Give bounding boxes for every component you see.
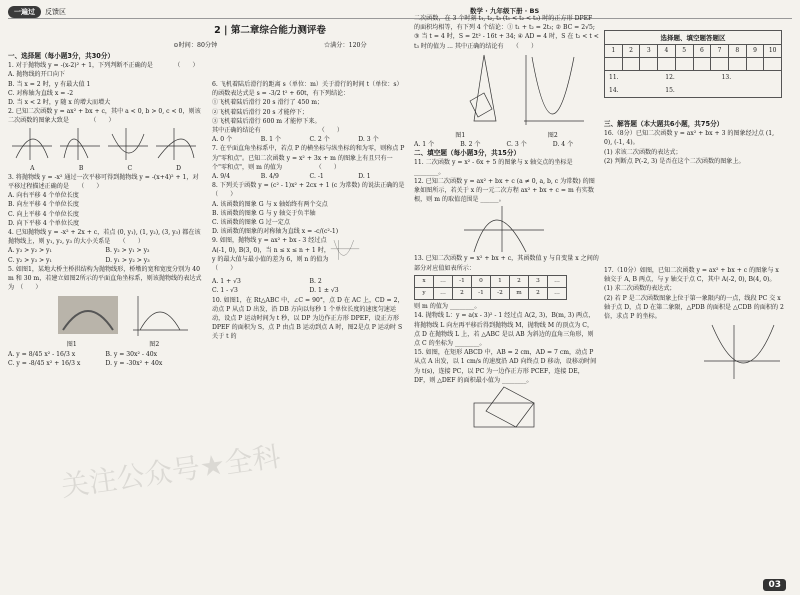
q5-figures	[8, 292, 203, 340]
q4-options	[8, 246, 203, 264]
option: B. 当 x = 2 时，y 有最大值 1	[8, 80, 91, 88]
option: A. 9/4	[212, 173, 231, 181]
graph-label: B	[78, 164, 84, 172]
answer-cell: 6	[694, 45, 712, 57]
option: B. y = 30x² - 40x	[105, 350, 158, 358]
option: B. 1 个	[260, 136, 282, 144]
option: B. 4/9	[260, 173, 279, 181]
answer-cell: 4	[658, 45, 676, 57]
q15-figure	[414, 385, 599, 435]
q6-options	[212, 135, 407, 144]
question-14: 14. 抛物线 L：y = a(x - 3)² - 1 经过点 A(2, 3)，B(m, 3) 两点，将抛物线 L 向左再平移后得到抛物线 M，抛物线 M 的顶点为 C，点 D 在抛物线 L 上，若 △ABC 是以 AB 为斜边的直角三角形，则点 C 的坐标为 ________。	[414, 312, 595, 348]
option: D. y = -30x² + 40x	[105, 359, 163, 367]
q16-item: (1) 求该二次函数的表达式；	[604, 148, 682, 156]
section-heading: 一、选择题（每小题3分，共30分）	[8, 52, 115, 60]
answer-blank[interactable]	[658, 58, 676, 70]
answer-blank[interactable]	[729, 58, 747, 70]
option: C. y₂ > y₃ > y₁	[8, 256, 52, 264]
question-9: 9. 如图，抛物线 y = ax² + bx - 3 经过点 A(-1, 0), B(3, 0)，当 n ≤ x ≤ n + 1 时，y 的最大值与最小值的差为 6，则 n 的值为 （ ）	[212, 237, 353, 273]
q2-graphs	[8, 126, 203, 164]
answer-area-title: 选择题、填空题答题区	[605, 31, 781, 45]
course-label: 数学 · 九年级下册 · BS	[470, 7, 540, 15]
page-title: 2 | 第二章综合能力测评卷	[214, 25, 326, 36]
option: A. 抛物线的开口向下	[8, 71, 66, 79]
answer-cell: 8	[729, 45, 747, 57]
option: D. 该函数的图象的对称轴为直线 x = -c/(c²-1)	[212, 228, 339, 236]
q13-tail: 则 m 的值为 ________。	[414, 303, 481, 311]
section-label: 反馈区	[45, 8, 66, 16]
graph-label: D	[176, 164, 182, 172]
answer-blank[interactable]	[747, 58, 765, 70]
answer-blank[interactable]	[764, 58, 781, 70]
q17-item: (2) 若 P 是二次函数图象上位于第一象限内的一点，线段 PC 交 x 轴于点 D，点 D 在第二象限，△PDB 的面积是 △CDB 的面积的 2 倍，求点 P 的坐标。	[604, 294, 784, 321]
q10-continued: 二次函数，在 3 个时刻 t₁, t₂, t₃ (t₁ < t₂ < t₃) 时的正方形 DPEF 的面积均相等，有下列 4 个结论：① t₁ + t₂ = 2t₃; ② BC = 2√5; ③ 当 t = 4 时，S = 2t² - 16t + 34; ④ AD = 4 时，S 在 t₂ < t < t₃ 时的值为 ... 其中正确的结论有 （ ）	[414, 15, 599, 50]
graph-label: A	[30, 164, 35, 172]
question-10: 10. 如图1，在 Rt△ABC 中，∠C = 90°，点 D 在 AC 上，CD = 2，动点 P 从点 D 出发，沿 DB 方向以每秒 1 个单位长度的速度匀速运动，设点 P 运动时间为 t 秒，以 DP 为边作正方形 DPEF，设正方形 DPEF 的面积为 S，点 P 由点 B 运动到点 A 时，图2是点 P 运动时 S 关于 t 的	[212, 296, 404, 341]
section-heading: 二、填空题（每小题3分，共15分）	[414, 149, 521, 158]
answer-number-row	[605, 45, 781, 58]
option: A. 该函数的图象 G 与 x 轴始终有两个交点	[212, 200, 328, 208]
option: B. y₂ > y₁ > y₃	[105, 247, 150, 255]
answer-blank[interactable]	[694, 58, 712, 70]
question-1: 1. 对于抛物线 y = -(x-2)² + 1，下列判断不正确的是 （ ）	[8, 62, 199, 70]
question-17: 17.（10分）如图，已知二次函数 y = ax² + bx + c 的图象与 x 轴交于 A, B 两点，与 y 轴交于点 C，其中 A(-2, 0), B(4, 0)。	[604, 267, 779, 284]
q3-options	[8, 191, 203, 228]
option: C. 3 个	[506, 141, 527, 149]
q12-graph	[414, 204, 599, 254]
option: B. 该函数的图象 G 与 y 轴交于负半轴	[212, 209, 316, 217]
fill-row	[605, 84, 781, 97]
q6-item: ②飞机着陆后滑行 20 s 才能停下；	[212, 108, 308, 116]
q5-options	[8, 350, 203, 368]
option: C. 该函数的图象 G 过一定点	[212, 219, 290, 227]
q10-figures	[414, 51, 599, 131]
answer-area	[604, 30, 782, 98]
answer-blank[interactable]	[623, 58, 641, 70]
figure-caption: 图2	[547, 131, 558, 139]
question-5: 5. 如图1，某地大桥主桥拱结构为抛物线形，桥墩的宽和宽度分别为 40 m 和 30 m，若建立如图2所示的平面直角坐标系，则该抛物线的表达式为 （ ）	[8, 265, 202, 292]
answer-blank-row	[605, 58, 781, 71]
option: D. 当 x < 2 时，y 随 x 的增大而增大	[8, 99, 111, 107]
answer-cell: 10	[768, 47, 777, 54]
q6-item: ③飞机着陆后滑行 600 m 才能停下来。	[212, 117, 321, 125]
option: A. y₃ > y₂ > y₁	[8, 247, 52, 255]
q17-graph	[604, 321, 784, 381]
answer-blank[interactable]	[676, 58, 694, 70]
answer-cell: 3	[640, 45, 658, 57]
q7-options	[212, 172, 407, 181]
fill-label: 12.	[665, 74, 675, 81]
option: A. 1 + √3	[212, 278, 241, 286]
fill-row	[605, 71, 781, 84]
brand-tag: 一遍过	[8, 6, 41, 18]
q5-fig-labels	[8, 340, 203, 349]
q17-item: (1) 求二次函数的表达式；	[604, 285, 676, 293]
option: D. 4 个	[552, 141, 574, 149]
fill-label: 14.	[609, 87, 619, 94]
option: C. 向上平移 4 个单位长度	[8, 210, 79, 218]
q16-item: (2) 判断点 P(-2, 3) 是否在这个二次函数的图象上。	[604, 157, 745, 165]
exam-meta	[120, 40, 420, 49]
option: D. y₁ > y₂ > y₃	[105, 256, 150, 264]
question-12: 12. 已知二次函数 y = ax² + bx + c (a ≠ 0, a, b, c 为常数) 的图象如图所示，若关于 x 的一元二次方程 ax² + bx + c = m 有实数根，则 m 的取值范围是 ______。	[414, 177, 595, 204]
full-score: ☆满分：120分	[323, 42, 367, 49]
option: A. y = 8/45 x² - 16/3 x	[8, 350, 76, 358]
q6-tail: 其中正确的结论有 （ ）	[212, 127, 344, 135]
q6-item: ①飞机着陆后滑行 20 s 滑行了 450 m；	[212, 99, 324, 107]
section-heading: 三、解答题（本大题共6小题，共75分）	[604, 120, 724, 128]
option: D. 向下平移 4 个单位长度	[8, 219, 80, 227]
time-limit: ⊙时间：80分钟	[173, 42, 218, 49]
page-number: 03	[763, 579, 786, 591]
fill-label: 13.	[721, 74, 732, 81]
option: B. 向左平移 4 个单位长度	[8, 201, 79, 209]
question-15: 15. 如图，在矩形 ABCD 中，AB = 2 cm，AD = 7 cm，动点 P 从点 A 出发，以 1 cm/s 的速度沿 AD 向终点 D 移动，设移动时间为 t(s)，连接 PC，以 PC 为一边作正方形 PCEF，连接 DE，DF，则 △DEF 的面积最小值为 ________。	[414, 349, 597, 384]
option: A. 向右平移 4 个单位长度	[8, 192, 79, 200]
option: D. 1 ± √3	[309, 287, 339, 295]
answer-cell: 7	[711, 45, 729, 57]
answer-cell: 1	[605, 45, 623, 57]
option: A. 1 个	[414, 141, 435, 149]
q1-options	[8, 70, 203, 107]
question-2: 2. 已知二次函数 y = ax² + bx + c，其中 a < 0, b > 0, c < 0，则该二次函数的图象大致是 （ ）	[8, 108, 201, 125]
option: D. 3 个	[358, 136, 379, 144]
option: A. 0 个	[212, 136, 233, 144]
option: C. y = -8/45 x² + 16/3 x	[8, 359, 81, 367]
question-4: 4. 已知抛物线 y = -x² + 2x + c，若点 (0, y₁), (1, y₂), (3, y₃) 都在该抛物线上，则 y₁, y₂, y₃ 的大小关系是 （ ）	[8, 229, 201, 246]
header-left	[8, 6, 66, 18]
question-8: 8. 下列关于函数 y = (c² - 1)x² + 2cx + 1 (c 为常数) 的说法正确的是 （ ）	[212, 182, 429, 199]
option: C. 对称轴为直线 x = -2	[8, 89, 74, 97]
q2-labels	[8, 164, 203, 173]
option: D. 1	[358, 173, 371, 181]
graph-label: C	[127, 164, 133, 172]
q10-options	[414, 140, 599, 149]
option: C. -1	[309, 173, 324, 181]
column-4	[604, 120, 784, 381]
figure-caption: 图1	[66, 341, 77, 349]
column-1	[8, 52, 203, 368]
watermark: 关注公众号★全科	[58, 439, 283, 504]
answer-cell: 9	[747, 45, 765, 57]
figure-caption: 图1	[455, 131, 466, 139]
figure-caption: 图2	[149, 341, 160, 349]
column-3	[414, 14, 599, 435]
question-6: 6. 飞机着陆后滑行的距离 s（单位：m）关于滑行的时间 t（单位：s）的函数表达式是 s = -3/2 t² + 60t，有下列结论：	[212, 81, 403, 98]
q9-options	[212, 277, 407, 295]
q10-fig-labels	[414, 131, 599, 140]
question-3: 3. 将抛物线 y = -x² 通过一次平移可得到抛物线 y = -(x+4)² + 1，对平移过程描述正确的是 （ ）	[8, 173, 199, 191]
question-11: 11. 二次函数 y = x² - 6x + 5 的图象与 x 轴交点的坐标是 ________。	[414, 159, 573, 176]
fill-label: 11.	[609, 74, 619, 81]
q9-graph	[330, 223, 407, 277]
question-13: 13. 已知二次函数 y = x² + bx + c，其函数值 y 与自变量 x 之间的部分对应值如表所示：	[414, 255, 599, 272]
option: B. 2	[309, 278, 322, 286]
option: B. 2 个	[460, 141, 481, 149]
header-rule	[8, 18, 792, 19]
answer-cell: 2	[623, 45, 641, 57]
question-16: 16.（8分）已知二次函数 y = ax² + bx + 3 的图象经过点 (1, 0), (-1, 4)。	[604, 130, 775, 147]
fill-label: 15.	[665, 87, 675, 94]
question-7: 7. 在平面直角坐标系中，若点 P 的横坐标与纵坐标的和为零，则称点 P 为"零和点"。已知二次函数 y = x² + 3x + m 的图象上有且只有一个"零和点"，则 m 的值为 （ ）	[212, 145, 405, 171]
option: C. 1 - √3	[212, 287, 238, 295]
q13-table: x … -1 0 1 2 3 … y … 2 -1 -2 m 2 …	[414, 275, 567, 300]
answer-blank[interactable]	[711, 58, 729, 70]
answer-blank[interactable]	[640, 58, 658, 70]
answer-cell: 5	[676, 45, 694, 57]
answer-blank[interactable]	[605, 58, 623, 70]
option: C. 2 个	[309, 136, 330, 144]
